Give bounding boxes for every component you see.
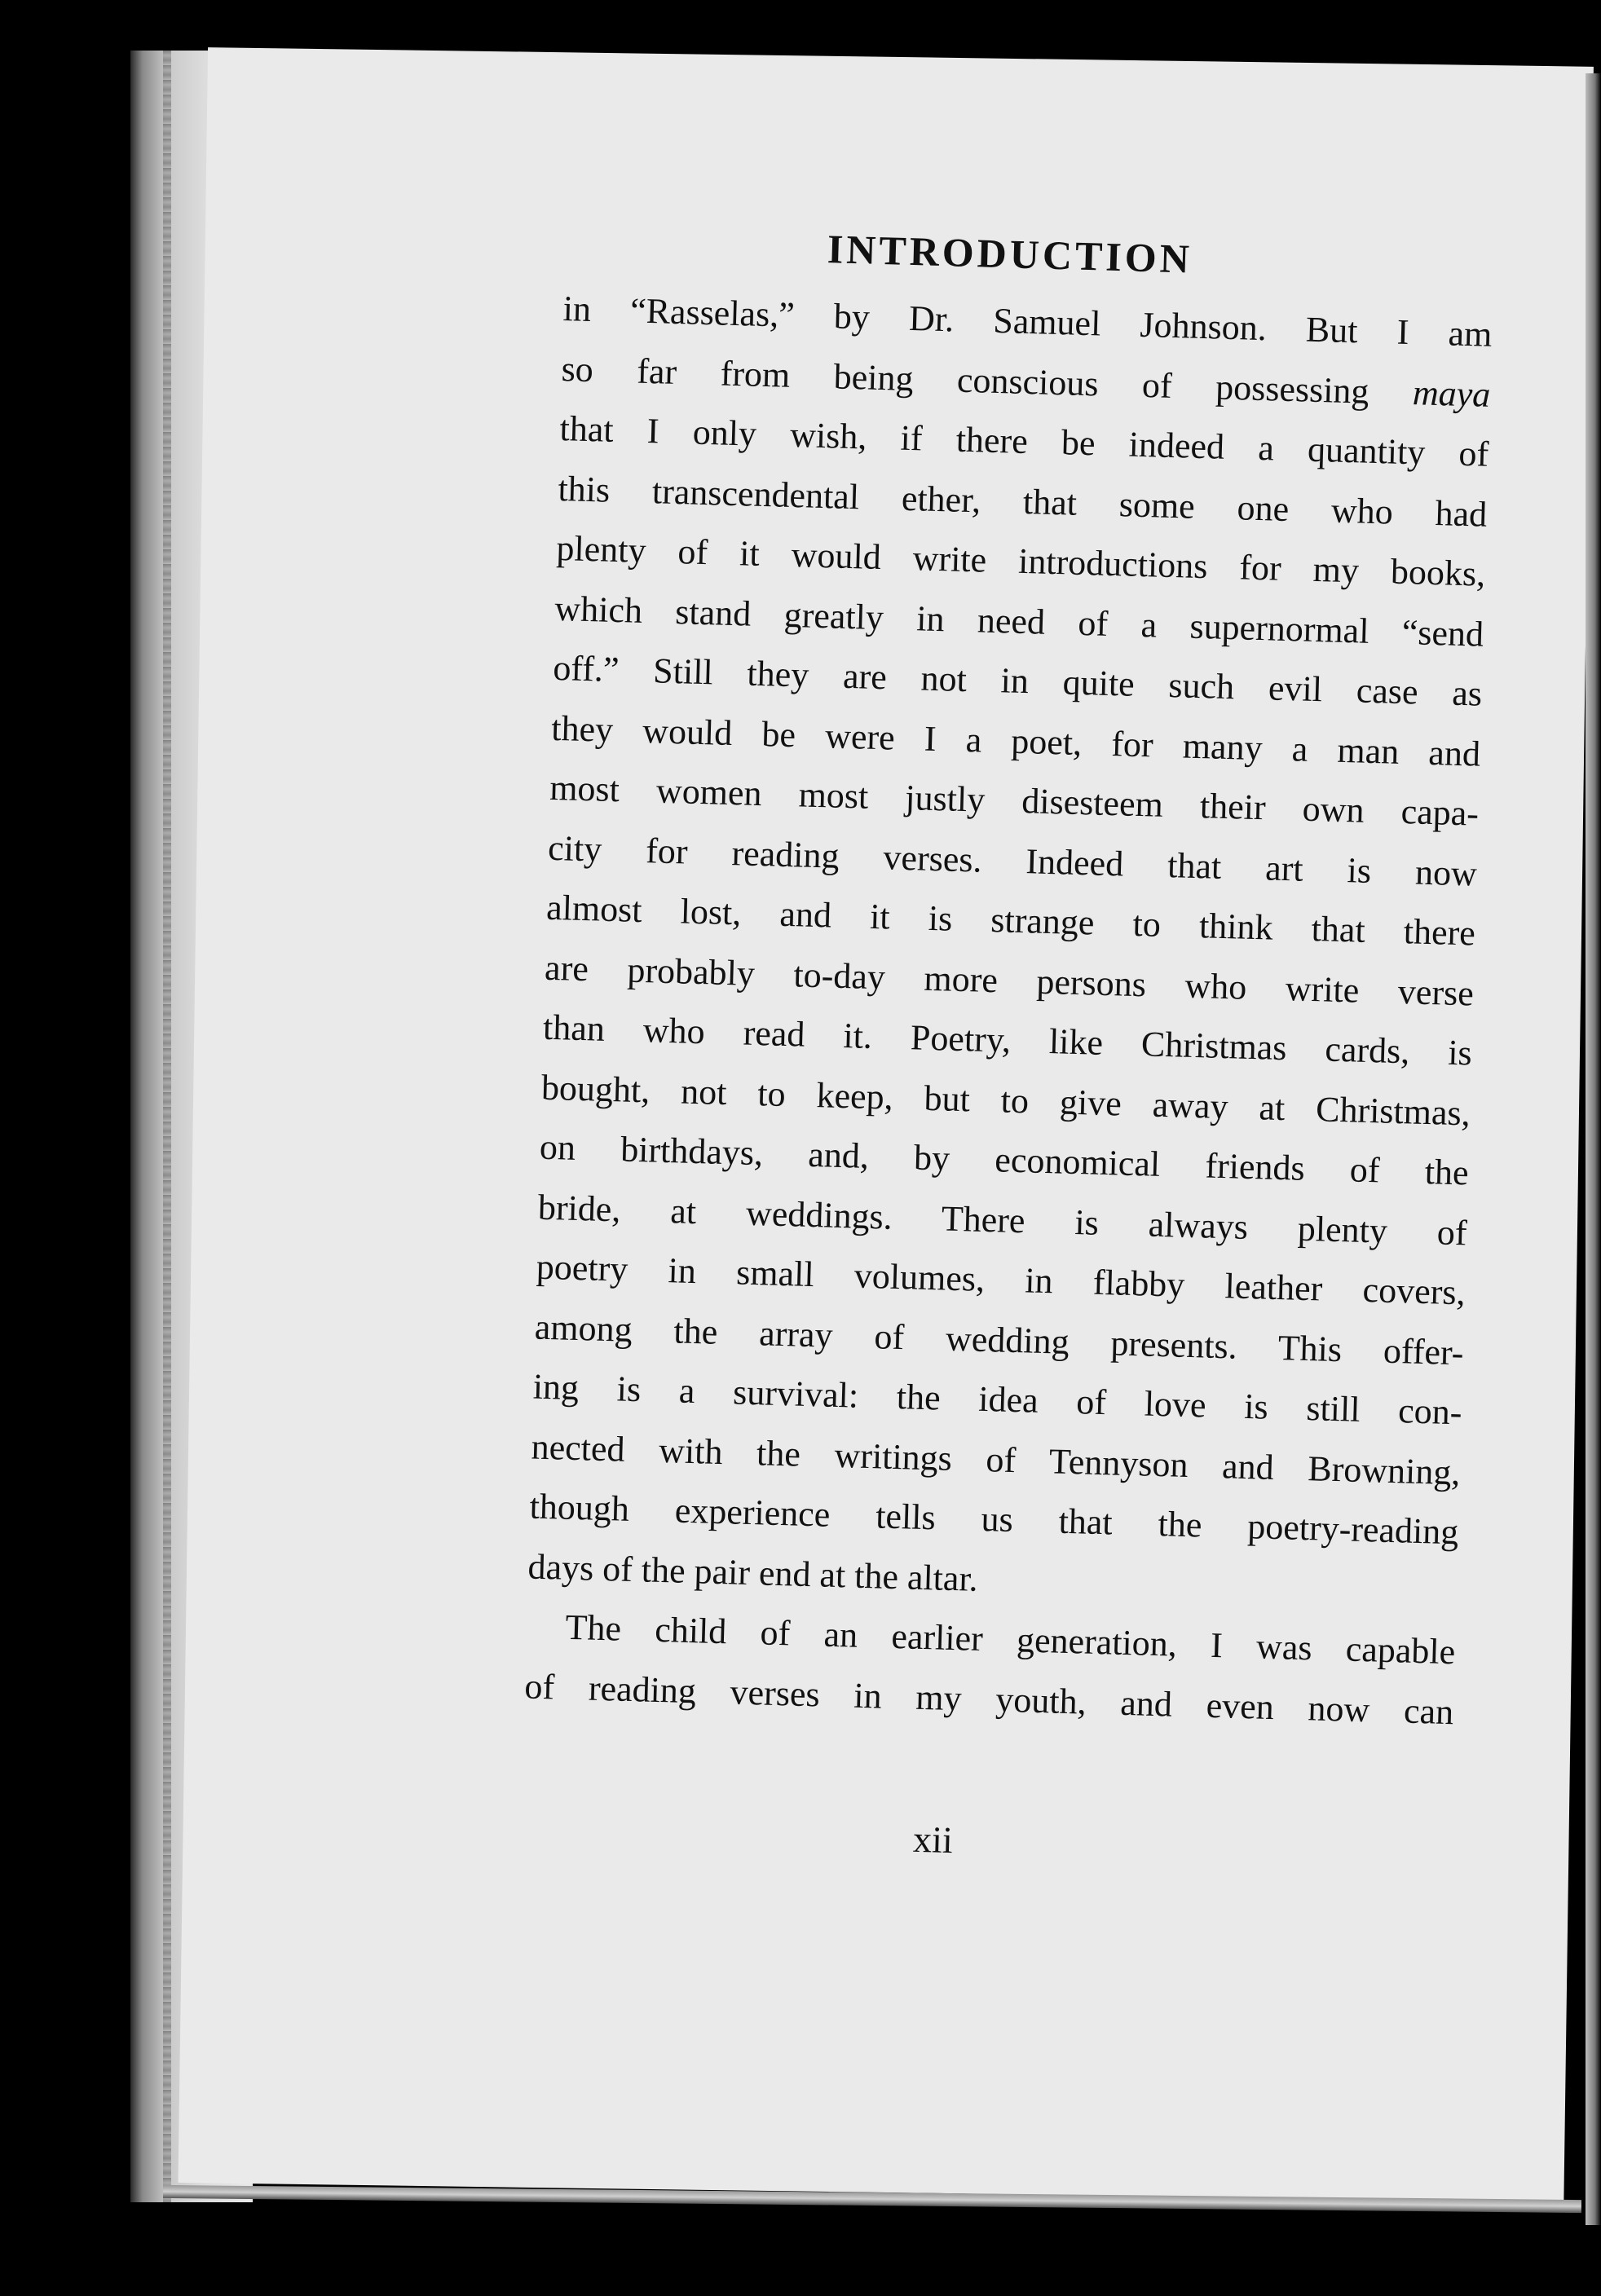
text-line-paragraph-end: days of the pair end at the altar.: [527, 1545, 979, 1599]
body-text: [524, 279, 1493, 1742]
text-line: so far from being conscious of possessing maya: [561, 348, 1491, 415]
text-line: among the array of wedding presents. This offer-: [534, 1307, 1465, 1373]
italic-word: maya: [1412, 372, 1491, 415]
text-line: that I only wish, if there be indeed a quantity of: [558, 408, 1489, 474]
text-line: on birthdays, and, by economical friends of the: [539, 1126, 1470, 1193]
text-line: most women most justly disesteem their own capa-: [549, 767, 1480, 834]
text-line: poetry in small volumes, in flabby leather covers,: [536, 1246, 1466, 1313]
text-line: they would be were I a poet, for many a man and: [550, 707, 1481, 774]
text-line: bride, at weddings. There is always plenty of: [537, 1187, 1468, 1253]
text-line: bought, not to keep, but to give away at Christmas,: [540, 1067, 1471, 1133]
text-line: of reading verses in my youth, and even now can: [523, 1665, 1454, 1732]
text-line: plenty of it would write introductions for my books,: [555, 527, 1486, 594]
text-line: though experience tells us that the poetry-reading: [529, 1486, 1459, 1553]
text-line: off.” Still they are not in quite such evil case as: [552, 647, 1483, 714]
text-line: than who read it. Poetry, like Christmas cards, is: [542, 1007, 1473, 1073]
page-number: xii: [912, 1818, 954, 1862]
text-line: this transcendental ether, that some one who had: [557, 468, 1488, 535]
text-line: ing is a survival: the idea of love is still con-: [532, 1366, 1463, 1433]
text-line: city for reading verses. Indeed that art is now: [547, 827, 1478, 894]
text-line: in “Rasselas,” by Dr. Samuel Johnson. But I am: [562, 289, 1493, 355]
text-block: [312, 212, 1500, 1914]
text-line: which stand greatly in need of a supernormal “send: [554, 588, 1484, 654]
text-line: are probably to-day more persons who write verse: [544, 947, 1475, 1014]
running-head: INTRODUCTION: [827, 226, 1193, 282]
page-right-shadow: [1586, 73, 1601, 2225]
text-line: nected with the writings of Tennyson and Browning,: [531, 1426, 1462, 1492]
text-line-paragraph-start: The child of an earlier generation, I was capable: [564, 1606, 1456, 1672]
text-line: almost lost, and it is strange to think that there: [545, 887, 1476, 954]
